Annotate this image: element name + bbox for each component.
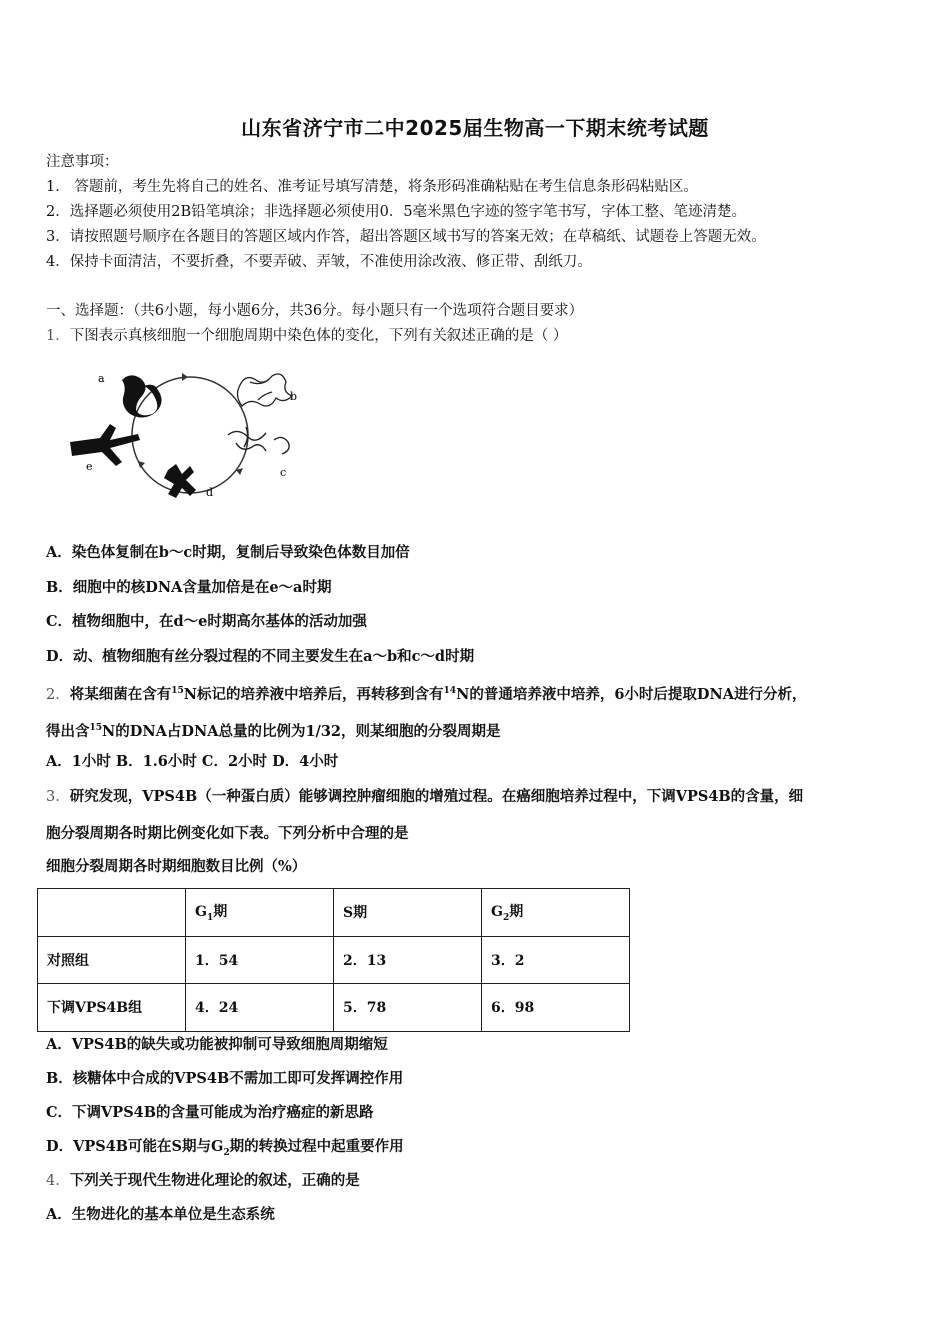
superscript: 14: [443, 686, 457, 696]
table-cell: 下调VPS4B组: [38, 984, 186, 1032]
table-caption: 细胞分裂周期各时期细胞数目比例（%）: [46, 858, 307, 875]
cell-cycle-figure: [60, 360, 330, 510]
notice-item: 1． 答题前，考生先将自己的姓名、准考证号填写清楚，将条形码准确粘贴在考生信息条形码粘贴区。: [46, 179, 698, 195]
table-cell: 1．54: [186, 936, 334, 984]
question-2-stem-line1: [46, 681, 806, 705]
notice-item: 3．请按照题号顺序在各题目的答题区域内作答，超出答题区域书写的答案无效；在草稿纸、试题卷上答题无效。: [46, 229, 766, 245]
notice-item: 4．保持卡面清洁，不要折叠，不要弄破、弄皱，不准使用涂改液、修正带、刮纸刀。: [46, 254, 592, 270]
table-cell: 4．24: [186, 984, 334, 1032]
question-text: 研究发现，VPS4B（一种蛋白质）能够调控肿瘤细胞的增殖过程。在癌细胞培养过程中，下调VPS4B的含量，细: [69, 788, 804, 805]
question-4-stem: [46, 1171, 360, 1191]
option-c: C．植物细胞中，在d～e时期高尔基体的活动加强: [46, 613, 367, 630]
question-number: 4．: [46, 1173, 70, 1189]
question-2-stem-line2: [46, 718, 501, 742]
question-text: N标记的培养液中培养后，再转移到含有: [183, 685, 444, 703]
chromosome-b: [238, 374, 293, 406]
question-number: 1．: [46, 328, 70, 344]
table-cell: $G_1$期: [186, 889, 334, 937]
question-text: N的普通培养液中培养，6小时后提取DNA进行分析，: [456, 685, 807, 703]
question-2-options: A．1小时 B．1.6小时 C．2小时 D．4小时: [46, 753, 339, 770]
table-row: [38, 984, 630, 1032]
superscript: 15: [89, 723, 103, 733]
table-cell: [38, 889, 186, 937]
option-b: B．细胞中的核DNA含量加倍是在e～a时期: [46, 579, 332, 596]
section-heading: 一、选择题：（共6小题，每小题6分，共36分。每小题只有一个选项符合题目要求）: [46, 303, 584, 319]
table-cell: 5．78: [334, 984, 482, 1032]
notice-item: 2．选择题必须使用2B铅笔填涂；非选择题必须使用0．5毫米黑色字迹的签字笔书写，字体工整、笔迹清楚。: [46, 204, 747, 220]
table-header-row: [38, 889, 630, 937]
question-number: 2．: [46, 686, 70, 703]
chromosome-c: [228, 427, 289, 454]
table-cell: 对照组: [38, 936, 186, 984]
option-a: A．生物进化的基本单位是生态系统: [46, 1206, 275, 1223]
question-3-stem-line2: 胞分裂周期各时期比例变化如下表。下列分析中合理的是: [46, 825, 409, 842]
question-number: 3．: [46, 789, 70, 805]
figure-label-a: a: [98, 372, 105, 385]
option-b: B．核糖体中合成的VPS4B不需加工即可发挥调控作用: [46, 1070, 404, 1087]
superscript: 15: [171, 686, 184, 696]
notice-heading: 注意事项：: [46, 154, 119, 170]
table-cell: 2．13: [334, 936, 482, 984]
cell-cycle-table: [37, 888, 630, 1032]
chromosome-d: [164, 464, 196, 498]
question-text: 下列关于现代生物进化理论的叙述，正确的是: [69, 1172, 360, 1189]
figure-label-d: d: [206, 486, 214, 499]
question-text: 下图表示真核细胞一个细胞周期中染色体的变化，下列有关叙述正确的是（ ）: [69, 328, 568, 344]
figure-label-b: b: [290, 390, 298, 403]
chromosome-e: [70, 424, 140, 466]
chromosome-a: [122, 375, 162, 417]
question-3-stem-line1: [46, 787, 803, 807]
figure-label-c: c: [280, 466, 287, 479]
option-d: D．动、植物细胞有丝分裂过程的不同主要发生在a～b和c～d时期: [46, 648, 475, 665]
figure-label-e: e: [86, 460, 93, 473]
option-a: A．VPS4B的缺失或功能被抑制可导致细胞周期缩短: [46, 1036, 388, 1053]
question-text: 将某细菌在含有: [69, 685, 172, 703]
cycle-arrow: [182, 373, 188, 381]
option-a: A．染色体复制在b～c时期，复制后导致染色体数目加倍: [46, 544, 410, 561]
table-row: [38, 936, 630, 984]
table-cell: 6．98: [482, 984, 630, 1032]
option-d: D．VPS4B可能在S期与$G_2$期的转换过程中起重要作用: [46, 1138, 404, 1158]
option-c: C．下调VPS4B的含量可能成为治疗癌症的新思路: [46, 1104, 374, 1121]
page-title: 山东省济宁市二中2025届生物高一下期末统考试题: [241, 116, 709, 140]
table-cell: S期: [334, 889, 482, 937]
table-cell: 3．2: [482, 936, 630, 984]
table-cell: $G_2$期: [482, 889, 630, 937]
question-text: N的DNA占DNA总量的比例为1/32，则某细胞的分裂周期是: [102, 722, 501, 740]
question-text: 得出含: [46, 722, 90, 740]
question-1-stem: [46, 326, 567, 346]
